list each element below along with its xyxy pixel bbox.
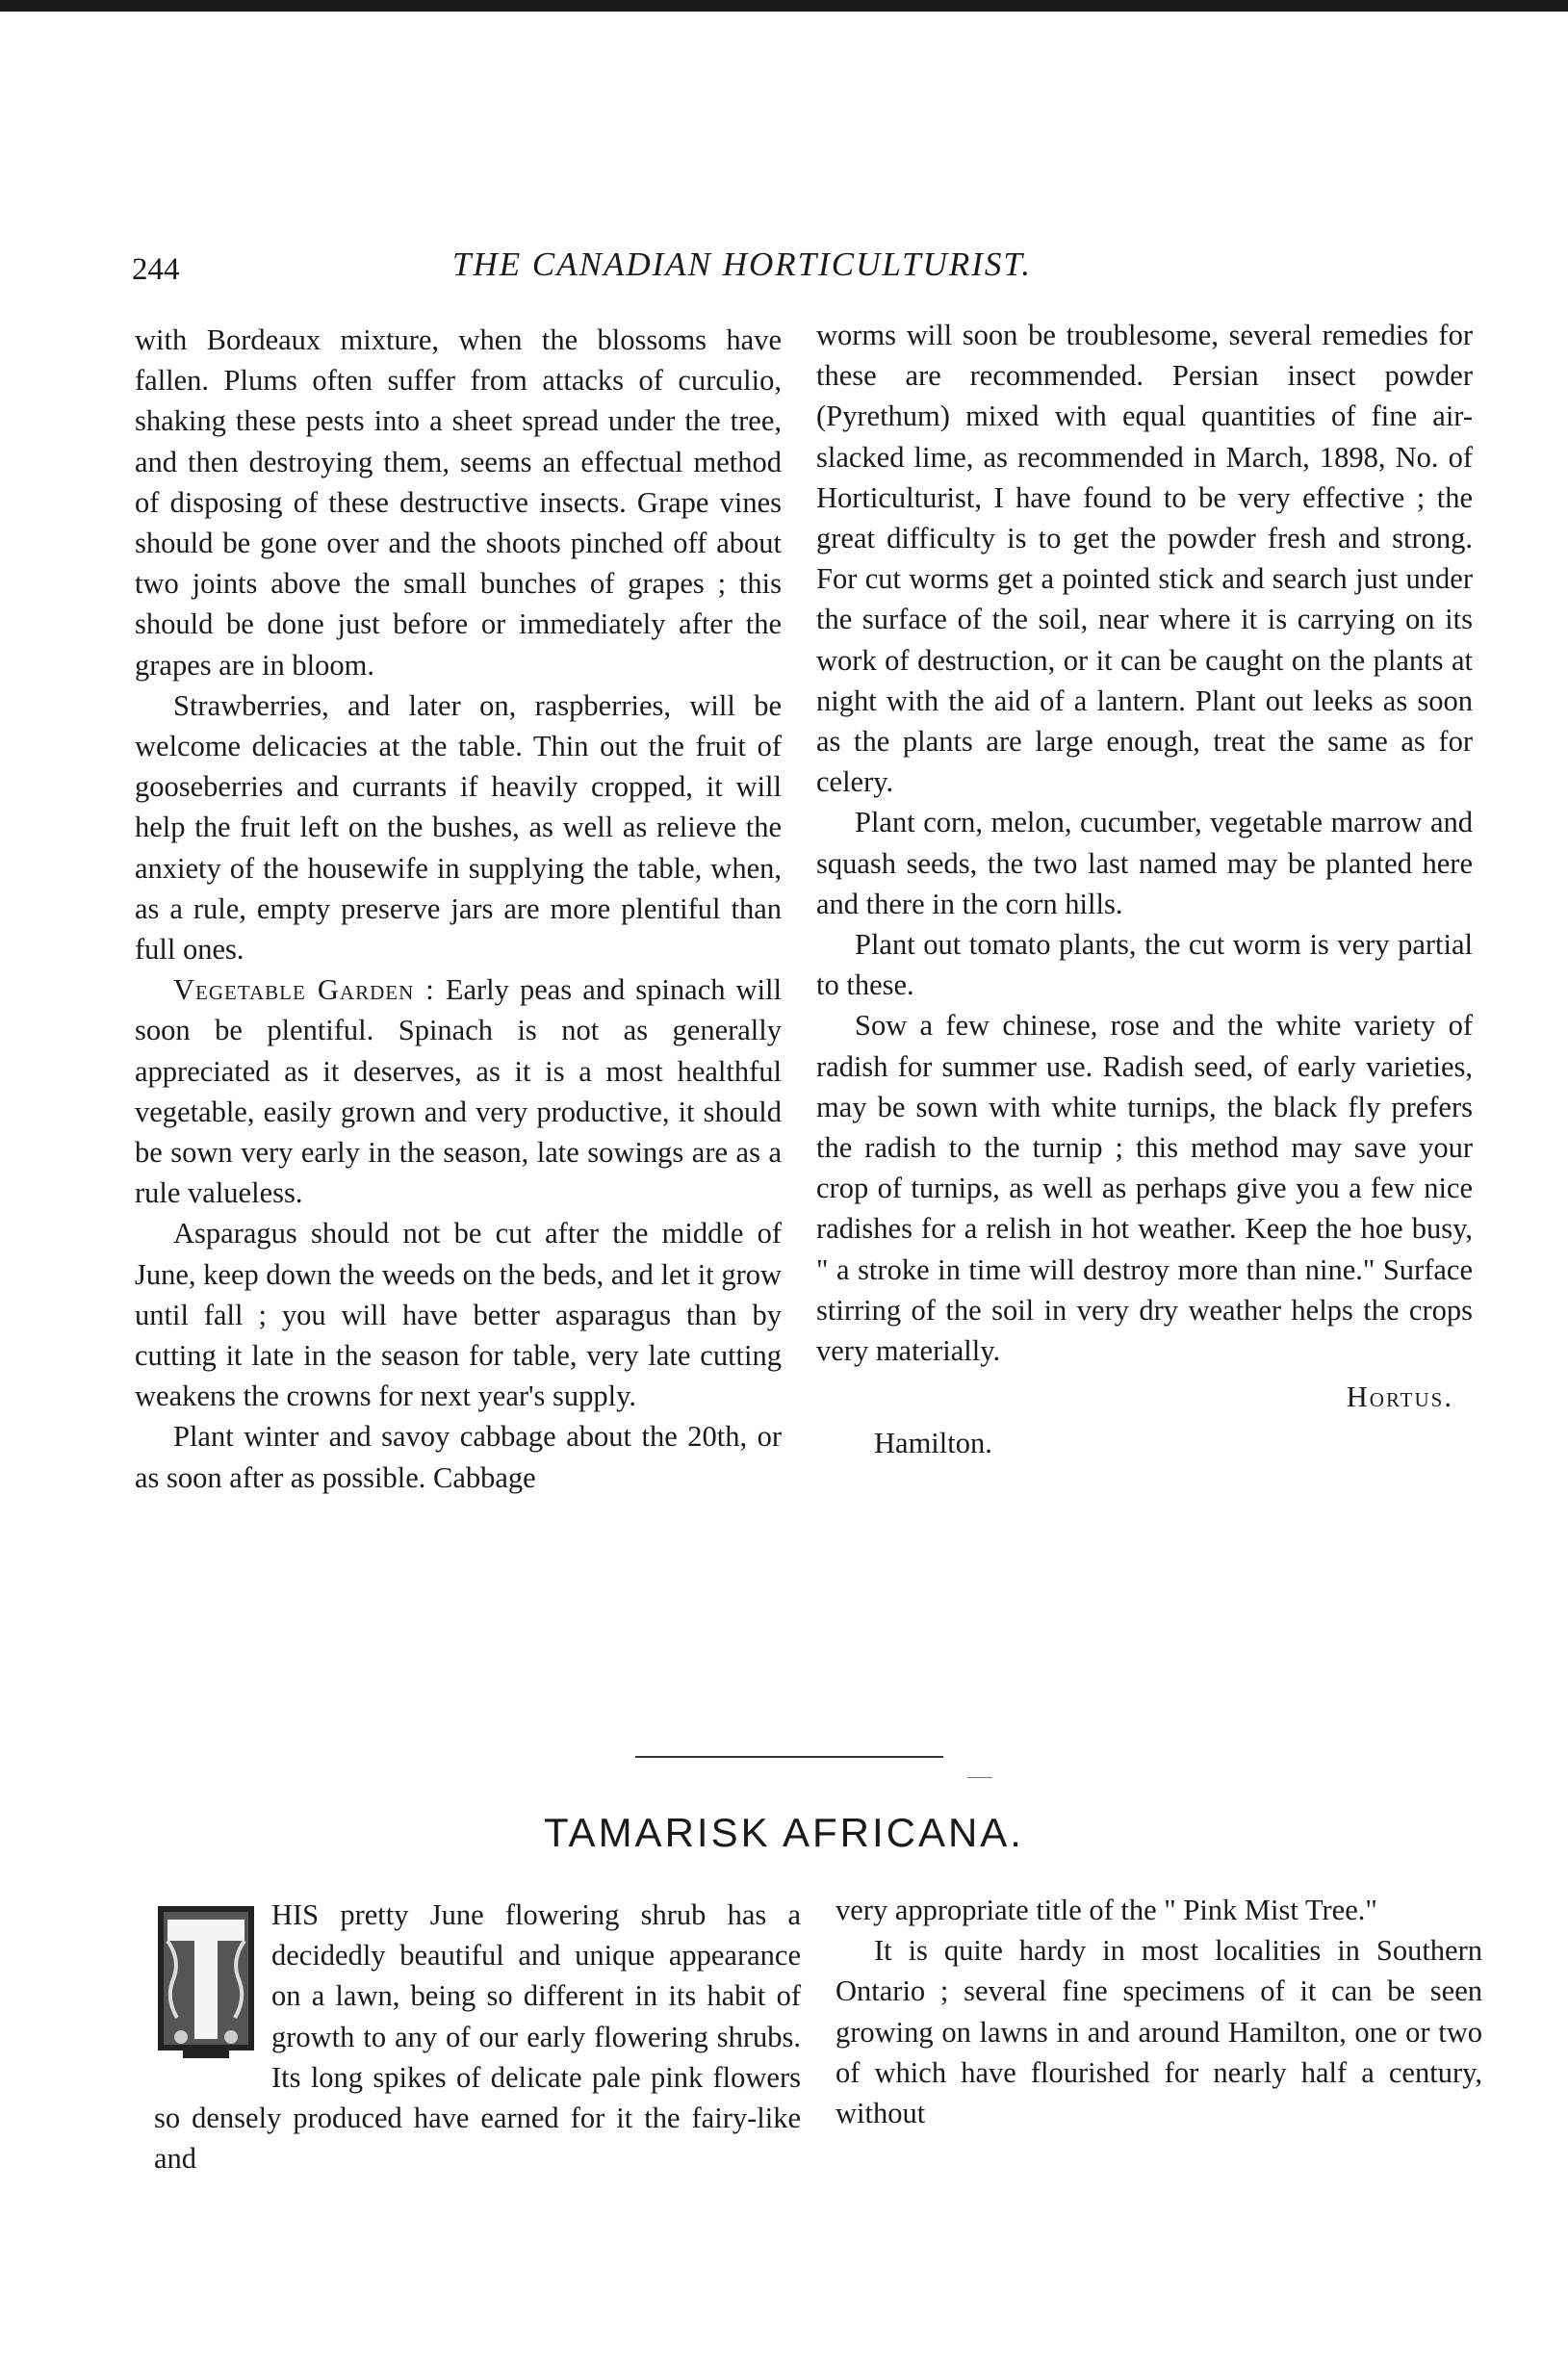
paragraph: Plant corn, melon, cucumber, vegetable marrow and squash seeds, the two last named may be planted here and there in the corn hills. [816, 806, 1473, 920]
paragraph: worms will soon be troublesome, several remedies for these are recommended. Persian insect powder (Pyrethum) mixed with equal quantities of fine air-slacked lime, as recommended in March, 1898, No. of Horticulturist, I have found to be very effective ; the great difficulty is to get the powder fresh and strong. For cut worms get a pointed stick and search just under the surface of the soil, near where it is carrying on its work of destruction, or it can be caught on the plants at night with the aid of a lantern. Plant out leeks as soon as the plants are large enough, treat the same as for celery. [816, 319, 1473, 799]
paragraph: Asparagus should not be cut after the middle of June, keep down the weeds on the beds, and let it grow until fall ; you will have better asparagus than by cutting it late in the season for table, very late cutting weakens the crowns for next year's supply. [135, 1217, 782, 1413]
paragraph-text: Early peas and spinach will soon be plentiful. Spinach is not as generally appreciated as it deserves, as it is a most healthful vegetable, easily grown and very productive, it should be sown very early in the season, late sowings are as a rule valueless. [135, 973, 782, 1210]
paragraph: HIS pretty June flowering shrub has a decidedly beautiful and unique appearance on a lawn, being so different in its habit of growth to any of our early flowering shrubs. Its long spikes of delicate pale pink flowers so densely produced have earned for it the fairy-like and [154, 1898, 801, 2176]
paragraph [135, 969, 782, 1213]
paragraph: Plant winter and savoy cabbage about the 20th, or as soon after as possible. Cabbage [135, 1420, 782, 1494]
page-number: 244 [132, 252, 180, 287]
paragraph: Sow a few chinese, rose and the white variety of radish for summer use. Radish seed, of early varieties, may be sown with white turnips, the black fly prefers the radish to the turnip ; this method may save your crop of turnips, as well as perhaps give you a few nice radishes for a relish in hot weather. Keep the hoe busy, " a stroke in time will destroy more than nine." Surface stirring of the soil in very dry weather helps the crops very materially. [816, 1009, 1473, 1368]
section-heading: Vegetable Garden : [173, 973, 435, 1007]
paragraph: very appropriate title of the " Pink Mist Tree." [835, 1894, 1377, 1926]
article-column-2 [835, 1890, 1482, 2133]
column-1 [135, 320, 782, 1498]
column-2 [816, 315, 1473, 1464]
article-title: TAMARISK AFRICANA. [544, 1810, 1024, 1855]
paragraph: Strawberries, and later on, raspberries, will be welcome delicacies at the table. Thin out the fruit of gooseberries and currants if heavily cropped, it will help the fruit left on the bushes, as well as relieve the anxiety of the housewife in supplying the table, when, as a rule, empty preserve jars are more plentiful than full ones. [135, 688, 782, 967]
paragraph: Plant out tomato plants, the cut worm is very partial to these. [816, 928, 1473, 1002]
top-border [0, 0, 1568, 12]
paragraph: It is quite hardy in most localities in Southern Ontario ; several fine specimens of it can be seen growing on lawns in and around Hamilton, one or two of which have flourished for nearly half a century, without [835, 1934, 1482, 2130]
author-signature: Hortus. [1346, 1380, 1453, 1414]
paragraph: with Bordeaux mixture, when the blossoms have fallen. Plums often suffer from attacks of curculio, shaking these pests into a sheet spread under the tree, and then destroying them, seems an effectual method of disposing of these destructive insects. Grape vines should be gone over and the shoots pinched off about two joints above the small bunches of grapes ; this should be done just before or immediately after the grapes are in bloom. [135, 323, 782, 682]
running-head: THE CANADIAN HORTICULTURIST. [452, 245, 1033, 283]
section-divider [635, 1756, 943, 1758]
divider-mark [967, 1777, 992, 1778]
ornamental-initial-t-icon [154, 1902, 258, 2064]
article-column-1 [154, 1895, 801, 2179]
author-place: Hamilton. [874, 1427, 992, 1460]
